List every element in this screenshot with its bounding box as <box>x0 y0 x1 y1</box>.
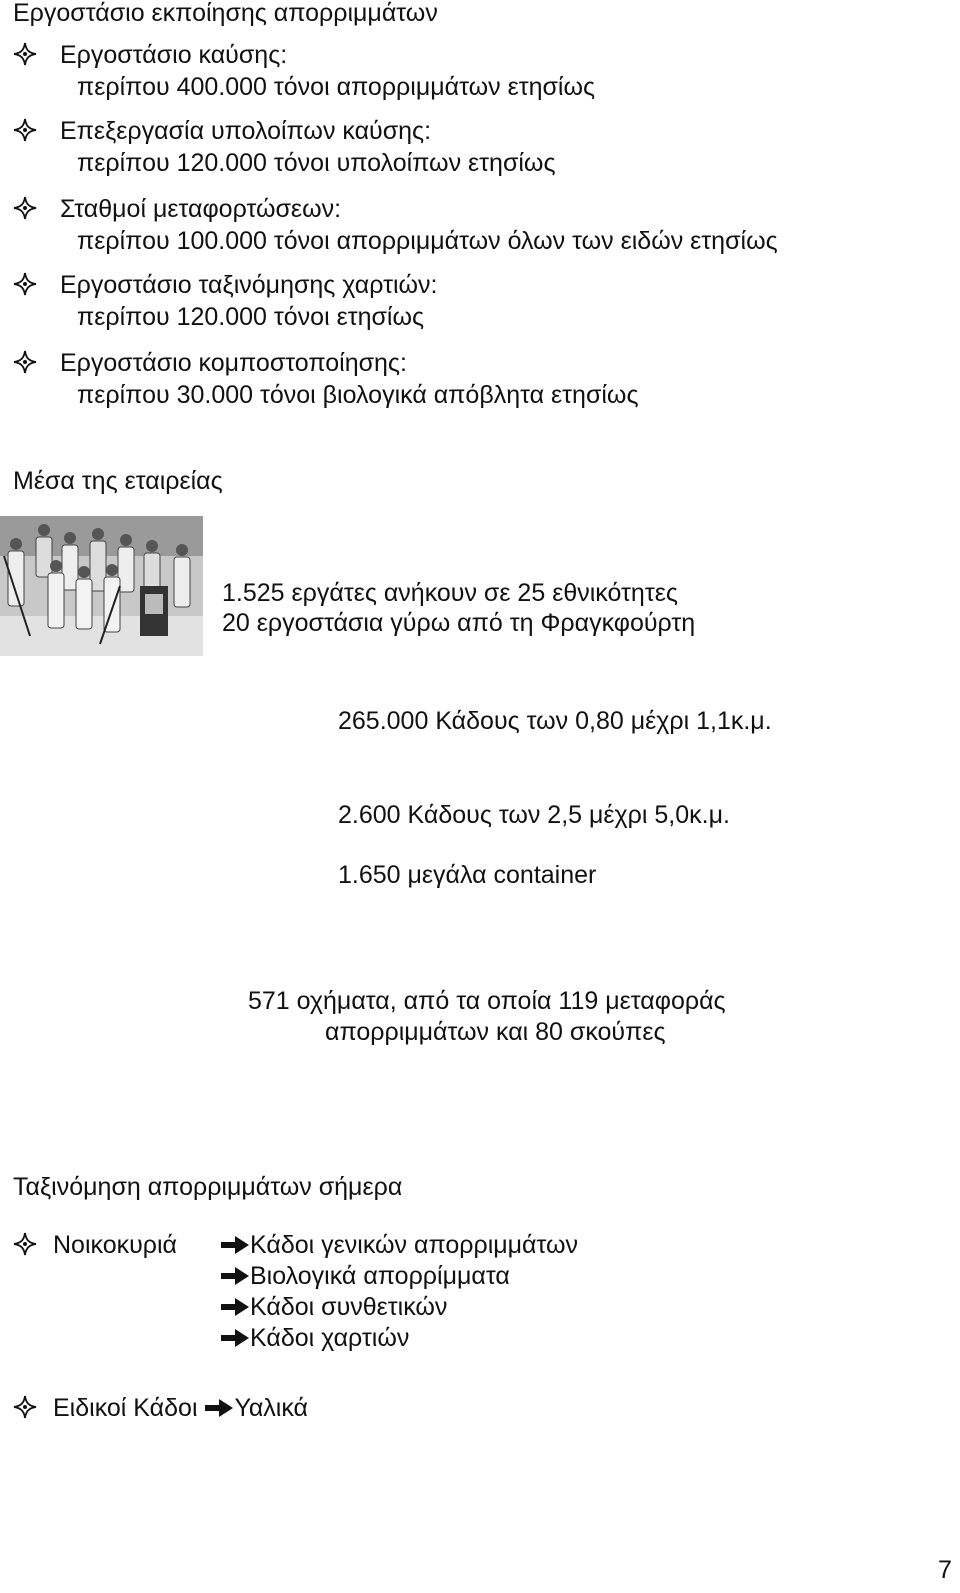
arrow-right-icon <box>204 1397 234 1419</box>
plant-item-label: Επεξεργασία υπολοίπων καύσης: <box>60 117 432 145</box>
household-bin-label: Κάδοι γενικών απορριμμάτων <box>250 1231 579 1259</box>
plant-item-label: Εργοστάσιο ταξινόμησης χαρτιών: <box>60 271 438 299</box>
plant-item-label: Εργοστάσιο κομποστοποίησης: <box>60 349 407 377</box>
small-bins-text: 265.000 Κάδους των 0,80 μέχρι 1,1κ.μ. <box>338 707 772 735</box>
plant-item-label: Σταθμοί μεταφορτώσεων: <box>60 195 342 223</box>
section1-title: Εργοστάσιο εκποίησης απορριμμάτων <box>13 0 438 27</box>
household-label: Νοικοκυριά <box>53 1231 178 1259</box>
household-bin-item <box>220 1261 510 1291</box>
section3-title: Ταξινόμηση απορριμμάτων σήμερα <box>13 1173 403 1201</box>
arrow-right-icon <box>220 1234 250 1256</box>
household-bin-label: Κάδοι συνθετικών <box>250 1293 448 1321</box>
bullet-diamond-icon <box>13 350 37 374</box>
vehicles-text-line2: απορριμμάτων και 80 σκούπες <box>325 1018 666 1046</box>
special-bins-label: Ειδικοί Κάδοι <box>53 1394 198 1422</box>
large-bins-text: 2.600 Κάδους των 2,5 μέχρι 5,0κ.μ. <box>338 801 730 829</box>
plant-item-label: Εργοστάσιο καύσης: <box>60 41 288 69</box>
vehicles-text-line1: 571 οχήματα, από τα οποία 119 μεταφοράς <box>248 987 726 1015</box>
bullet-diamond-icon <box>13 1395 37 1419</box>
arrow-right-icon <box>220 1327 250 1349</box>
bullet-diamond-icon <box>13 1232 37 1256</box>
bullet-diamond-icon <box>13 118 37 142</box>
plant-item-detail: περίπου 120.000 τόνοι ετησίως <box>77 303 425 331</box>
special-bins-row <box>53 1393 308 1423</box>
household-bin-item <box>220 1292 447 1322</box>
section2-title: Μέσα της εταιρείας <box>13 467 223 495</box>
bullet-diamond-icon <box>13 42 37 66</box>
household-bin-item <box>220 1323 409 1353</box>
page-number: 7 <box>938 1556 952 1584</box>
household-bin-label: Κάδοι χαρτιών <box>250 1324 410 1352</box>
bullet-diamond-icon <box>13 196 37 220</box>
bullet-diamond-icon <box>13 272 37 296</box>
plant-item-detail: περίπου 120.000 τόνοι υπολοίπων ετησίως <box>77 149 556 177</box>
household-bin-label: Βιολογικά απορρίμματα <box>250 1262 510 1290</box>
household-bin-item <box>220 1230 578 1260</box>
plant-item-detail: περίπου 30.000 τόνοι βιολογικά απόβλητα ετησίως <box>77 381 639 409</box>
plant-item-detail: περίπου 400.000 τόνοι απορριμμάτων ετησίως <box>77 73 596 101</box>
containers-text: 1.650 μεγάλα container <box>338 861 597 889</box>
plants-count-text: 20 εργοστάσια γύρω από τη Φραγκφούρτη <box>222 609 696 637</box>
workers-group-photo <box>0 516 203 656</box>
arrow-right-icon <box>220 1265 250 1287</box>
special-bin-item: Υαλικά <box>234 1394 309 1422</box>
arrow-right-icon <box>220 1296 250 1318</box>
workers-count-text: 1.525 εργάτες ανήκουν σε 25 εθνικότητες <box>222 579 678 607</box>
plant-item-detail: περίπου 100.000 τόνοι απορριμμάτων όλων των ειδών ετησίως <box>77 227 778 255</box>
